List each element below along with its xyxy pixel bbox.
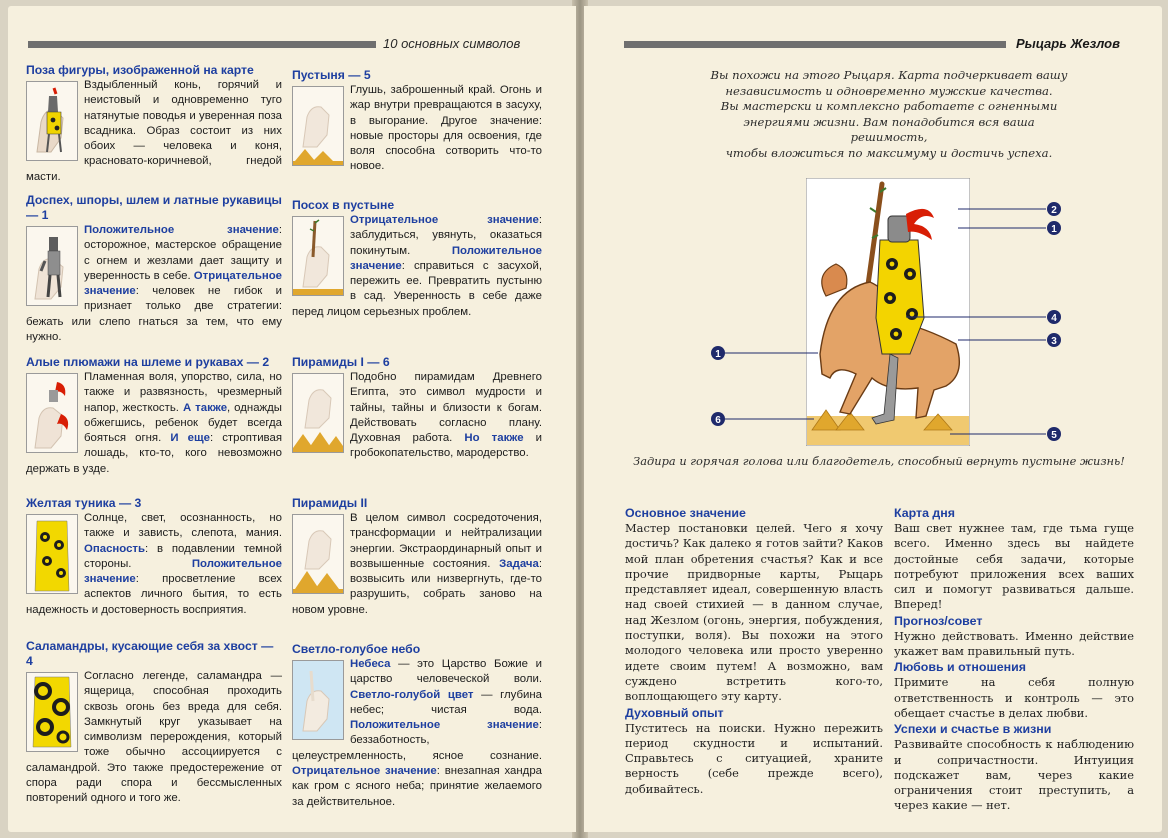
section-body: Мастер постановки целей. Чего я хочу достичь? Как далеко я готов зайти? Каков мой план обретения счастья? Как и все прочие придворные карты, Рыцарь представляет идеал, совершенную власть над своей стихией — в данном случае, над Жезлом (огонь, энергия, побуждения, поступки, воля). Вы похожи на этого молодого человека или просто уверенно идете своим путем! А возможно, вам суждено встретить кого-то, воплощающего эту карту.: [625, 521, 883, 704]
thumbnail-knight-icon: [27, 82, 77, 160]
symbol-body: В целом символ сосредоточения, трансформации и нейтрализации энергии. Экстраординарный опыт и возвышенные состояния. Задача: возвысить или низвергнуть, где-то разрушить, собрать заново на новом уровне.: [292, 512, 542, 616]
thumbnail-salamander-icon: [27, 673, 77, 751]
marker-label: 5: [1051, 430, 1057, 441]
symbol-block-plumes: [26, 355, 282, 477]
right-column-right: [894, 506, 1134, 815]
section-body: Примите на себя полную ответственность и контроль — это обещает счастье в делах любви.: [894, 675, 1134, 720]
symbol-body: Положительное значение: осторожное, мастерское обращение с огнем и жезлами дает защиту и уверенность в себе. Отрицательное значение: человек не гибок и признает только две стратегии: бежать или слепо гнаться за тем, что ему нужно.: [26, 224, 282, 344]
symbol-block-staff: [292, 198, 542, 320]
thumbnail-desert-icon: [293, 87, 343, 165]
card-thumbnail: [26, 81, 78, 161]
symbol-body: Отрицательное значение: заблудиться, увянуть, оказаться покинутым. Положительное значение: справиться с засухой, пережить ее. Превратить пустыню в сад. Уверенность в себе даже перед лицом серьезных проблем.: [292, 214, 542, 318]
thumbnail-pyramids-icon: [293, 515, 343, 593]
marker-label: 6: [715, 415, 721, 426]
symbol-block-desert: [292, 68, 542, 175]
thumbnail-staff-icon: [293, 217, 343, 295]
symbol-block-armor: [26, 193, 282, 345]
symbol-body: Небеса — это Царство Божие и царство человеческой воли. Светло-голубой цвет — глубина небес; чистая вода. Положительное значение: беззаботность, целеустремленность, ясное сознание. Отрицательное значение: внезапная хандра как гром с ясного неба; принятие желаемого за действительное.: [292, 658, 543, 808]
thumbnail-pyramids-icon: [293, 374, 343, 452]
card-thumbnail: [26, 672, 78, 752]
card-thumbnail: [292, 86, 344, 166]
section-body: Ваш свет нужнее там, где тьма гуще всего. Именно здесь вы найдете достойные себя задачи, которые потребуют приложения всех ваших сил и помогут развиваться дальше. Вперед!: [894, 521, 1134, 612]
symbol-title: Светло-голубое небо: [292, 642, 421, 656]
symbol-body: Согласно легенде, саламандра — ящерица, способная проходить сквозь огонь без вреда для себя. Замкнутый круг указывает на символизм перерождения, который тоже обычно ассоциируется с саламандрой. Это также предостережение от спора ради спора и бессмысленных повторений одного и того же.: [26, 670, 282, 805]
intro-line: Вы похожи на этого Рыцаря. Карта подчеркивает вашу: [710, 68, 1068, 82]
left-running-title: 10 основных символов: [383, 36, 521, 51]
section-title: Любовь и отношения: [894, 660, 1027, 675]
section-title: Духовный опыт: [625, 705, 724, 720]
right-column-left: [625, 506, 883, 798]
symbol-title: Пирамиды I — 6: [292, 355, 390, 369]
section-title: Карта дня: [894, 506, 955, 520]
marker-label: 3: [1051, 336, 1057, 347]
symbol-body: Вздыбленный конь, горячий и неистовый и одновременно туго натянутые поводья и уверенная поза всадника. Образ состоит из них обоих — человека и коня, красновато-коричневой, гнедой масти.: [26, 79, 282, 183]
section-title: Прогноз/совет: [894, 613, 983, 628]
symbol-block-tunic: [26, 496, 282, 618]
symbol-body: Пламенная воля, упорство, сила, но также и развязность, чрезмерный напор, жесткость. А также, однажды обжегшись, ребенок будет всегда бояться огня. И еще: строптивая лошадь, кто-то, кого невозможно держать в узде.: [26, 371, 282, 475]
card-caption: Задира и горячая голова или благодетель, способный вернуть пустыне жизнь!: [633, 454, 1125, 468]
symbol-block-salamanders: [26, 639, 282, 807]
card-thumbnail: [26, 514, 78, 594]
thumbnail-plume-icon: [27, 374, 77, 452]
card-thumbnail: [26, 373, 78, 453]
section-body: Нужно действовать. Именно действие укажет вам правильный путь.: [894, 628, 1134, 659]
symbol-block-pyramids-2: [292, 496, 542, 618]
card-thumbnail: [26, 226, 78, 306]
section-title: Успехи и счастье в жизни: [894, 722, 1052, 737]
symbol-title: Саламандры, кусающие себя за хвост — 4: [26, 639, 274, 668]
right-running-title: Рыцарь Жезлов: [1016, 36, 1120, 51]
intro-line: чтобы вложиться по максимуму и достичь успеха.: [725, 145, 1053, 160]
right-page: [584, 6, 1162, 832]
thumbnail-tunic-icon: [27, 515, 77, 593]
symbol-title: Алые плюмажи на шлеме и рукавах — 2: [26, 355, 270, 369]
section-body: Пуститесь на поиски. Нужно пережить период скудности и испытаний. Справьтесь с ситуацией, храните верность (себе прежде всего), добивайтесь.: [625, 720, 883, 796]
card-thumbnail: [292, 514, 344, 594]
symbol-title: Желтая туника — 3: [26, 496, 142, 510]
intro-line: Вы мастерски и комплексно работаете с огненными: [720, 99, 1058, 114]
symbol-title: Поза фигуры, изображенной на карте: [26, 63, 254, 77]
marker-label: 2: [1051, 205, 1057, 216]
marker-label: 4: [1051, 313, 1057, 324]
section-title: Основное значение: [625, 506, 746, 520]
symbol-block-pyramids-1: [292, 355, 542, 462]
symbol-block-sky: [292, 642, 542, 810]
symbol-block-pose: [26, 63, 282, 185]
card-thumbnail: [292, 216, 344, 296]
symbol-title: Посох в пустыне: [292, 198, 395, 212]
symbol-body: Солнце, свет, осознанность, но также и зависть, слепота, мания. Опасность: в подавлении темной стороны. Положительное значение: просветление всех аспектов личного бытия, то есть надежность и достоверность восприятия.: [26, 512, 282, 616]
marker-label: 1: [715, 349, 721, 360]
marker-label: 1: [1051, 224, 1057, 235]
symbol-title: Пирамиды II: [292, 496, 368, 510]
left-page: [8, 6, 576, 832]
section-body: Развивайте способность к наблюдению и сопричастности. Интуиция подскажет вам, через какие ограничения стоит преступить, а через какие — нет.: [894, 737, 1134, 813]
intro-line: независимость и одновременно мужские качества.: [725, 83, 1053, 98]
card-thumbnail: [292, 373, 344, 453]
symbol-body: Глушь, заброшенный край. Огонь и жар внутри превращаются в засуху, в выгорание. Другое значение: новые просторы для освоения, где воля способна сотворить что-то новое.: [350, 84, 542, 173]
card-thumbnail: [292, 660, 344, 740]
left-running-header: [8, 36, 568, 52]
header-bar: [28, 41, 376, 48]
symbol-title: Доспех, шпоры, шлем и латные рукавицы — 1: [26, 193, 282, 222]
thumbnail-armor-icon: [27, 227, 77, 305]
symbol-body: Подобно пирамидам Древнего Египта, это символ мудрости и тайны, тайны и близости к богам. Действовать согласно плану. Духовная работа. Но также и гробокопательство, мародерство.: [350, 371, 542, 460]
intro-line: энергиями жизни. Вам понадобится вся ваша решимость,: [743, 114, 1035, 145]
thumbnail-sky-icon: [293, 661, 343, 739]
symbol-title: Пустыня — 5: [292, 68, 371, 82]
